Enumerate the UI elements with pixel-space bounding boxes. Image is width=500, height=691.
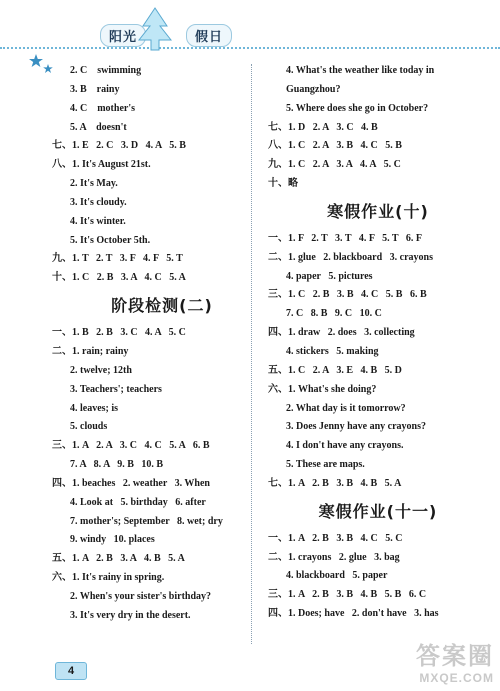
- header-title-right: 假日: [186, 24, 232, 47]
- header-title-left: 阳光: [100, 24, 146, 47]
- section-heading: 寒假作业(十一): [318, 501, 438, 521]
- answer-line: 一、1. A 2. B 3. B 4. C 5. C: [268, 532, 403, 544]
- answer-line: 2. It's May.: [70, 178, 118, 190]
- page-number: 4: [55, 662, 87, 680]
- answer-line: 3. Does Jenny have any crayons?: [286, 421, 427, 433]
- answer-line: 十、1. C 2. B 3. A 4. C 5. A: [52, 272, 186, 284]
- answer-line: Guangzhou?: [286, 83, 341, 95]
- answer-line: 4. I don't have any crayons.: [286, 440, 404, 452]
- answer-line: 4. What's the weather like today in: [286, 65, 435, 76]
- answer-line: 三、1. A 2. A 3. C 4. C 5. A 6. B: [52, 440, 210, 452]
- answer-line: 5. Where does she go in October?: [286, 102, 429, 114]
- answer-line: 7. mother's; September 8. wet; dry: [70, 515, 223, 527]
- answer-line: 3. It's cloudy.: [70, 196, 127, 208]
- answer-line: 八、1. It's August 21st.: [52, 159, 151, 171]
- answer-line: 5. clouds: [70, 421, 108, 433]
- answer-line: 3. B rainy: [70, 83, 120, 95]
- answer-line: 4. It's winter.: [70, 215, 126, 227]
- answer-line: 四、1. draw 2. does 3. collecting: [268, 327, 415, 339]
- snowy-tree-icon: [135, 6, 175, 54]
- section-heading: 寒假作业(十): [327, 201, 429, 221]
- answer-line: 4. stickers 5. making: [286, 345, 379, 357]
- left-column: [52, 62, 272, 626]
- answer-line: 九、1. C 2. A 3. A 4. A 5. C: [268, 159, 401, 171]
- answer-line: 五、1. C 2. A 3. E 4. B 5. D: [268, 364, 402, 376]
- answer-line: 三、1. C 2. B 3. B 4. C 5. B 6. B: [268, 289, 427, 301]
- answer-line: 五、1. A 2. B 3. A 4. B 5. A: [52, 553, 185, 565]
- answer-line: 2. What day is it tomorrow?: [286, 402, 406, 414]
- answer-line: 七、1. D 2. A 3. C 4. B: [268, 121, 378, 133]
- answer-line: 4. C mother's: [70, 102, 135, 114]
- answer-line: 七、1. A 2. B 3. B 4. B 5. A: [268, 477, 402, 489]
- watermark-url: MXQE.COM: [419, 671, 494, 685]
- answer-line: 四、1. Does; have 2. don't have 3. has: [268, 608, 439, 620]
- answer-line: 六、1. It's rainy in spring.: [52, 572, 165, 584]
- answer-line: 九、1. T 2. T 3. F 4. F 5. T: [52, 253, 183, 265]
- page-header: [0, 0, 500, 60]
- answer-line: 六、1. What's she doing?: [268, 383, 377, 395]
- answer-line: 三、1. A 2. B 3. B 4. B 5. B 6. C: [268, 589, 427, 601]
- answer-line: 一、1. F 2. T 3. T 4. F 5. T 6. F: [268, 232, 423, 244]
- answer-line: 2. twelve; 12th: [70, 364, 132, 376]
- answer-line: 4. blackboard 5. paper: [286, 570, 388, 582]
- answer-line: 二、1. glue 2. blackboard 3. crayons: [268, 251, 434, 263]
- answer-line: 5. It's October 5th.: [70, 234, 151, 246]
- watermark-logo-text: 答案圈: [416, 643, 494, 670]
- answer-line: 3. It's very dry in the desert.: [70, 609, 191, 621]
- answer-line: 八、1. C 2. A 3. B 4. C 5. B: [268, 140, 402, 152]
- answer-line: 一、1. B 2. B 3. C 4. A 5. C: [52, 327, 186, 339]
- answer-line: 5. These are maps.: [286, 459, 365, 471]
- answer-line: 9. windy 10. places: [70, 534, 155, 546]
- dotted-divider: [0, 47, 500, 53]
- section-heading: 阶段检测(二): [111, 296, 213, 316]
- answer-line: 5. A doesn't: [70, 121, 127, 133]
- answer-line: 2. When's your sister's birthday?: [70, 590, 212, 602]
- watermark: [416, 636, 494, 685]
- answer-line: 二、1. crayons 2. glue 3. bag: [268, 551, 400, 563]
- answer-line: 7. C 8. B 9. C 10. C: [286, 308, 382, 320]
- answer-line: 四、1. beaches 2. weather 3. When: [52, 477, 210, 489]
- answer-line: 十、略: [268, 178, 298, 190]
- answer-line: 2. C swimming: [70, 65, 142, 76]
- answer-line: 3. Teachers'; teachers: [70, 383, 162, 395]
- right-column: [268, 62, 488, 624]
- answer-line: 4. leaves; is: [70, 402, 119, 414]
- answer-line: 7. A 8. A 9. B 10. B: [70, 459, 164, 471]
- answer-line: 4. paper 5. pictures: [286, 270, 373, 282]
- answer-line: 二、1. rain; rainy: [52, 345, 129, 357]
- answer-line: 4. Look at 5. birthday 6. after: [70, 496, 206, 508]
- answer-line: 七、1. E 2. C 3. D 4. A 5. B: [52, 140, 186, 152]
